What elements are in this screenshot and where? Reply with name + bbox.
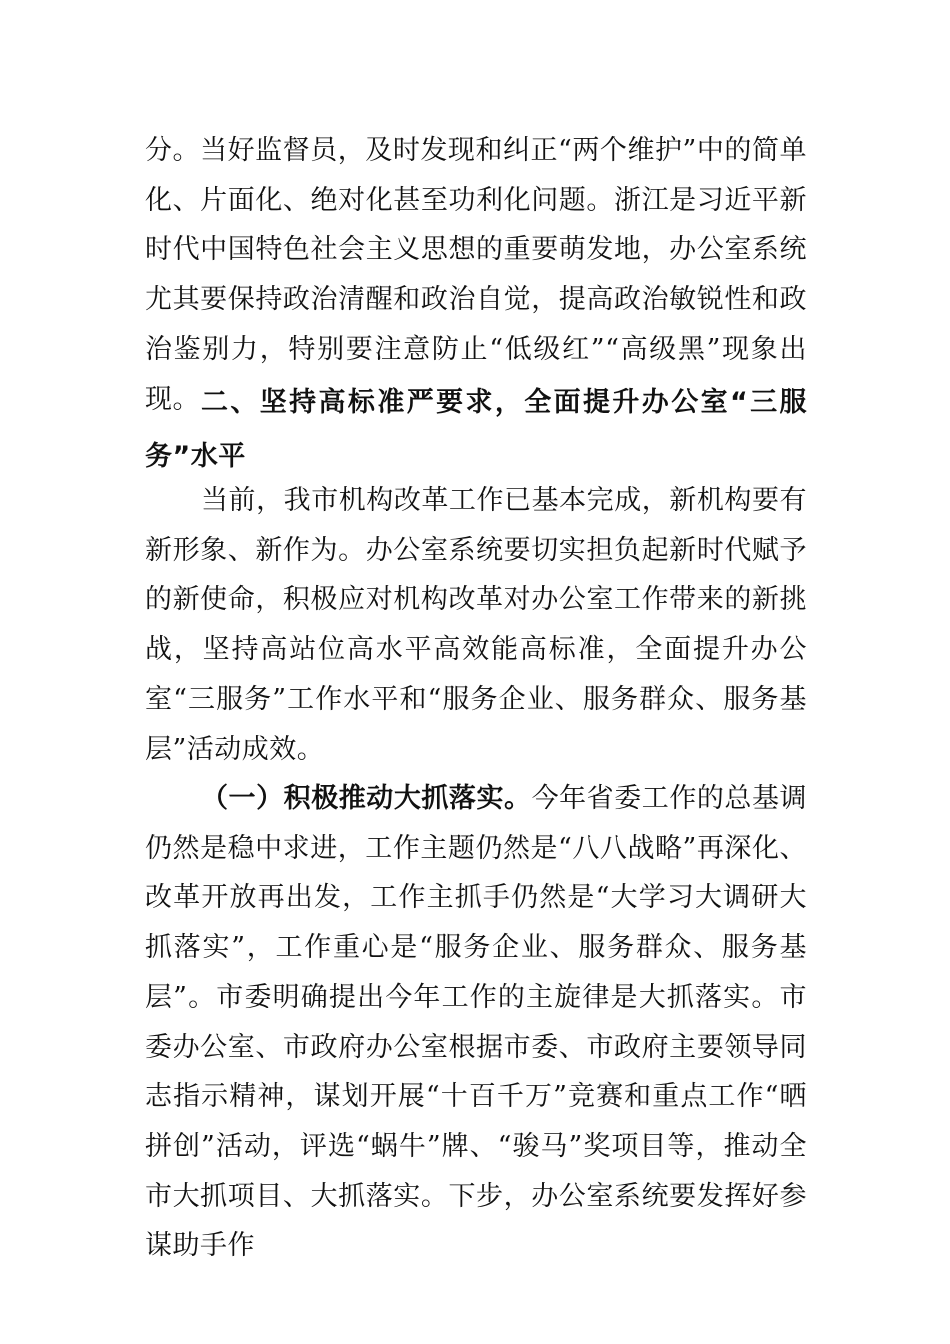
subsection-lead-title: （一）积极推动大抓落实。	[201, 783, 532, 814]
subsection-paragraph-1	[145, 774, 807, 1271]
section-heading-2: 二、坚持高标准严要求，全面提升办公室“三服务”水平	[145, 387, 807, 472]
subsection-body-text: 今年省委工作的总基调仍然是稳中求进，工作主题仍然是“八八战略”再深化、改革开放再出发，工作主抓手仍然是“大学习大调研大抓落实”，工作重心是“服务企业、服务群众、服务基层”。市委明确提出今年工作的主旋律是大抓落实。市委办公室、市政府办公室根据市委、市政府主要领导同志指示精神，谋划开展“十百千万”竞赛和重点工作“晒拼创”活动，评选“蜗牛”牌、“骏马”奖项目等，推动全市大抓项目、大抓落实。下步，办公室系统要发挥好参谋助手作	[145, 783, 808, 1262]
body-paragraph-section-2: 当前，我市机构改革工作已基本完成，新机构要有新形象、新作为。办公室系统要切实担负起新时代赋予的新使命，积极应对机构改革对办公室工作带来的新挑战，坚持高站位高水平高效能高标准，全面提升办公室“三服务”工作水平和“服务企业、服务群众、服务基层”活动成效。	[145, 485, 807, 765]
body-paragraph-continued: 分。当好监督员，及时发现和纠正“两个维护”中的简单化、片面化、绝对化甚至功利化问题。浙江是习近平新时代中国特色社会主义思想的重要萌发地，办公室系统尤其要保持政治清醒和政治自觉，提高政治敏锐性和政治鉴别力，特别要注意防止“低级红”“高级黑”现象出现。	[145, 135, 807, 415]
